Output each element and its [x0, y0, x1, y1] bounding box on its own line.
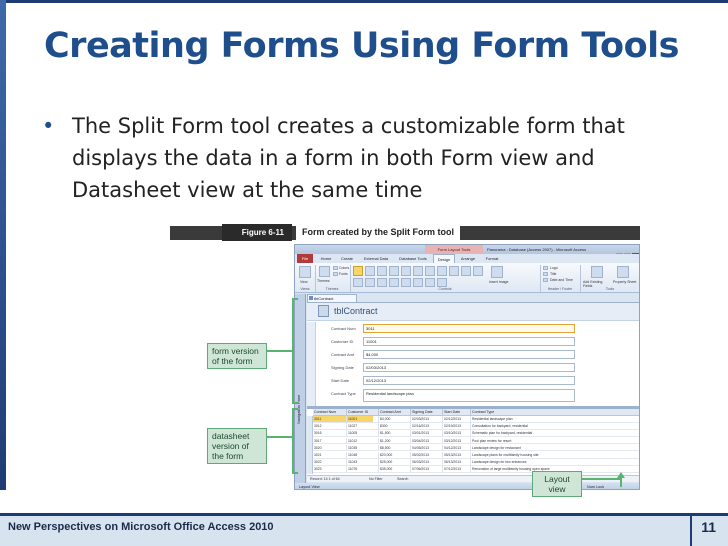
tab-control-button[interactable]: [401, 266, 411, 276]
table-cell[interactable]: 04/05/2013: [411, 445, 443, 452]
table-cell[interactable]: $1,500: [379, 430, 411, 437]
window-controls: [615, 246, 639, 253]
field-label: Contract Num: [331, 326, 356, 331]
view-label: View: [300, 280, 308, 284]
table-cell[interactable]: $20,000: [379, 452, 411, 459]
table-cell[interactable]: Consultation for backyard, residential: [471, 423, 640, 430]
group-themes-label: Themes: [325, 287, 339, 291]
select-control-button[interactable]: [353, 266, 363, 276]
table-cell[interactable]: 04/12/2013: [443, 445, 471, 452]
bullet-dot-icon: •: [42, 114, 55, 138]
contract-amt-field[interactable]: $4,000: [363, 350, 575, 359]
chart-control-button[interactable]: [449, 266, 459, 276]
colors-label: Colors: [339, 266, 350, 270]
table-cell[interactable]: 02/16/2013: [411, 423, 443, 430]
table-cell[interactable]: Landscape plans for multifamily housing site: [471, 452, 640, 459]
form-icon: [309, 296, 313, 300]
field-label: Contract Amt: [331, 352, 355, 357]
layout-view-arrow-icon: [617, 472, 625, 478]
status-bar: [295, 483, 640, 490]
page-number: 11: [701, 519, 716, 535]
field-label: Start Date: [331, 378, 350, 383]
signing-date-field[interactable]: 02/03/2013: [363, 363, 575, 372]
table-cell[interactable]: 11076: [347, 466, 379, 473]
datasheet-view-section: [307, 409, 640, 475]
form-title: tblContract: [334, 306, 378, 316]
table-cell[interactable]: 03/12/2013: [443, 438, 471, 445]
table-cell[interactable]: Landscape design for two entrances: [471, 459, 640, 466]
slide-title: Creating Forms Using Form Tools: [44, 26, 679, 66]
tab-format[interactable]: Format: [485, 256, 499, 261]
table-cell[interactable]: 05/13/2013: [443, 452, 471, 459]
footer-separator: [690, 513, 692, 546]
insert-image-label: Insert Image: [489, 280, 509, 284]
table-cell[interactable]: 03/10/2013: [443, 430, 471, 437]
date-time-label: Date and Time: [550, 278, 573, 282]
table-cell[interactable]: 06/03/2013: [411, 459, 443, 466]
table-cell[interactable]: 03/04/2013: [411, 438, 443, 445]
access-window: [294, 244, 640, 490]
field-label: Signing Date: [331, 365, 354, 370]
datasheet-version-callout: datasheet version of the form: [207, 428, 267, 464]
button-control-button[interactable]: [389, 266, 399, 276]
table-cell[interactable]: $25,000: [379, 459, 411, 466]
table-cell[interactable]: 02/03/2013: [411, 416, 443, 423]
table-cell[interactable]: Landscape design for restaurant: [471, 445, 640, 452]
add-existing-fields-button[interactable]: [591, 266, 603, 278]
table-cell[interactable]: Residential landscape plan: [471, 416, 640, 423]
table-cell[interactable]: 3011: [313, 416, 347, 423]
column-header[interactable]: Signing Date: [411, 409, 443, 416]
table-cell[interactable]: 3016: [313, 430, 347, 437]
footer-text: New Perspectives on Microsoft Office Access 2010: [8, 521, 274, 533]
group-header-footer-label: Header / Footer: [547, 287, 573, 291]
table-cell[interactable]: 11005: [347, 430, 379, 437]
tab-design[interactable]: Design: [433, 254, 455, 263]
column-header[interactable]: Start Date: [443, 409, 471, 416]
form-callout-line: [266, 350, 292, 352]
document-tab-label: tblContract: [314, 296, 334, 301]
themes-label: Themes: [317, 279, 330, 283]
field-label: Contract Type: [331, 391, 356, 396]
property-sheet-button[interactable]: [617, 266, 629, 278]
layout-view-callout-line: [581, 478, 621, 480]
navigation-pane-label: Navigation Pane: [296, 394, 301, 424]
column-header[interactable]: Contract Type: [471, 409, 640, 416]
layout-view-callout-line: [620, 478, 622, 487]
table-cell[interactable]: $1,200: [379, 438, 411, 445]
table-cell[interactable]: 02/12/2013: [443, 416, 471, 423]
form-header: [307, 303, 640, 321]
table-cell[interactable]: 05/02/2013: [411, 452, 443, 459]
hyperlink-control-button[interactable]: [413, 266, 423, 276]
layout-view-callout: Layout view: [532, 471, 582, 497]
add-existing-fields-label: Add Existing Fields: [583, 280, 603, 288]
contract-type-field[interactable]: Residential landscape plan: [363, 389, 575, 402]
toggle-control-button[interactable]: [473, 266, 483, 276]
group-tools-label: Tools: [605, 287, 615, 291]
table-cell[interactable]: $4,000: [379, 416, 411, 423]
start-date-field[interactable]: 02/12/2013: [363, 376, 575, 385]
column-header[interactable]: Contract Amt: [379, 409, 411, 416]
group-views-label: Views: [300, 287, 310, 291]
table-cell[interactable]: Renovation of large multifamily housing open space: [471, 466, 640, 473]
status-view-mode: Layout View: [299, 485, 320, 489]
view-button[interactable]: [299, 266, 311, 278]
table-cell[interactable]: Pool plan review for resort: [471, 438, 640, 445]
navigation-control-button[interactable]: [425, 266, 435, 276]
table-cell[interactable]: 07/12/2013: [443, 466, 471, 473]
document-tab[interactable]: [307, 294, 357, 302]
form-version-callout: form version of the form: [207, 343, 267, 369]
title-label: Title: [550, 272, 557, 276]
fonts-icon[interactable]: [333, 272, 338, 276]
tab-home[interactable]: Home: [320, 256, 332, 261]
top-accent-bar: [0, 0, 728, 3]
tab-external-data[interactable]: External Data: [363, 256, 389, 261]
tab-database-tools[interactable]: Database Tools: [399, 256, 427, 261]
themes-button[interactable]: [319, 266, 330, 277]
field-label: Customer ID: [331, 339, 354, 344]
form-section-bracket: [292, 298, 298, 404]
title-icon[interactable]: [543, 272, 548, 276]
logo-icon[interactable]: [543, 266, 548, 270]
table-cell[interactable]: 07/06/2013: [411, 466, 443, 473]
property-sheet-label: Property Sheet: [613, 280, 637, 284]
window-title: Panorama : Database (Access 2007) - Microsoft Access: [487, 247, 587, 252]
fonts-label: Fonts: [339, 272, 348, 276]
table-cell[interactable]: 03/01/2013: [411, 430, 443, 437]
form-header-icon: [318, 305, 329, 317]
textbox-control-button[interactable]: [365, 266, 375, 276]
tab-arrange[interactable]: Arrange: [460, 256, 476, 261]
context-tab-label: Form Layout Tools: [425, 245, 483, 254]
bullet-text: The Split Form tool creates a customizable form that displays the data in a form in both Form view and Datasheet view at the same time: [72, 114, 625, 202]
table-cell[interactable]: 3021: [313, 452, 347, 459]
tab-file[interactable]: File: [297, 254, 313, 263]
insert-image-button[interactable]: [491, 266, 503, 278]
form-view-section: [307, 302, 640, 406]
left-accent-bar: [0, 0, 6, 490]
record-nav-label[interactable]: Record: 14 1 of 64: [310, 477, 340, 481]
table-cell[interactable]: Schematic plan for backyard, residential: [471, 430, 640, 437]
table-cell[interactable]: 11012: [347, 438, 379, 445]
table-cell[interactable]: 11043: [347, 459, 379, 466]
table-cell[interactable]: 11035: [347, 445, 379, 452]
table-cell[interactable]: 3017: [313, 438, 347, 445]
table-cell[interactable]: $300: [379, 423, 411, 430]
filter-status[interactable]: No Filter: [369, 477, 383, 481]
search-box[interactable]: Search: [397, 477, 409, 481]
table-cell[interactable]: $8,500: [379, 445, 411, 452]
column-header[interactable]: Customer ID: [347, 409, 379, 416]
customer-id-field[interactable]: 11001: [363, 337, 575, 346]
ribbon-tabs: [295, 254, 640, 263]
table-cell[interactable]: 3020: [313, 445, 347, 452]
table-cell[interactable]: 11048: [347, 452, 379, 459]
contract-num-field[interactable]: 3011: [363, 324, 575, 333]
table-cell[interactable]: 02/19/2013: [443, 423, 471, 430]
datasheet-section-bracket: [292, 408, 298, 474]
group-controls-label: Controls: [438, 287, 452, 291]
table-cell[interactable]: 06/13/2013: [443, 459, 471, 466]
record-selector[interactable]: [307, 322, 316, 407]
figure-caption: Form created by the Split Form tool: [296, 224, 460, 241]
datasheet-callout-line: [266, 436, 292, 438]
colors-icon[interactable]: [333, 266, 338, 270]
table-cell[interactable]: 3022: [313, 459, 347, 466]
table-cell[interactable]: 11027: [347, 423, 379, 430]
table-cell[interactable]: 3012: [313, 423, 347, 430]
table-cell[interactable]: 11001: [347, 416, 379, 423]
label-control-button[interactable]: [377, 266, 387, 276]
logo-label: Logo: [550, 266, 558, 270]
date-time-icon[interactable]: [543, 278, 548, 282]
table-cell[interactable]: 3023: [313, 466, 347, 473]
window-titlebar: [295, 245, 640, 254]
status-num-lock: Num Lock: [587, 485, 605, 489]
tab-create[interactable]: Create: [340, 256, 353, 261]
combo-control-button[interactable]: [437, 266, 447, 276]
figure-number: Figure 6-11: [222, 224, 292, 241]
table-cell[interactable]: $35,000: [379, 466, 411, 473]
column-header[interactable]: Contract Num: [313, 409, 347, 416]
line-control-button[interactable]: [461, 266, 471, 276]
